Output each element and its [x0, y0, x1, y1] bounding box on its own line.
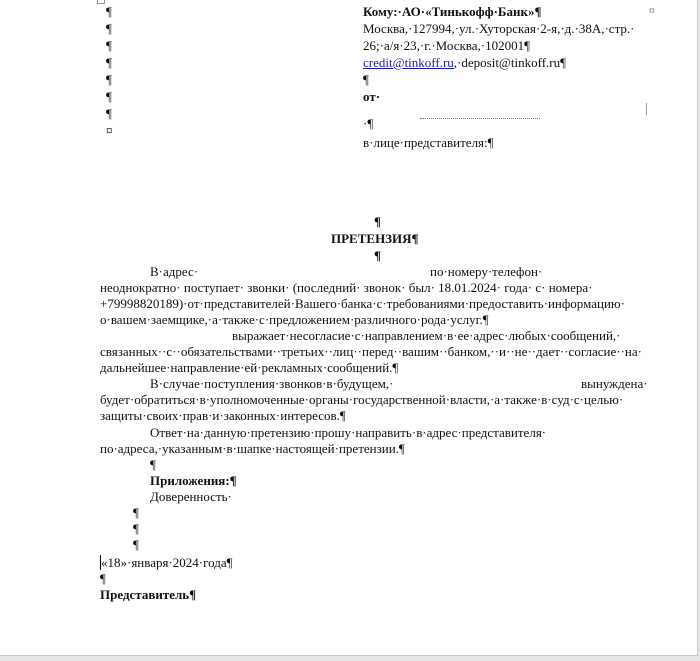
para-mark: ¶: [106, 38, 112, 53]
appendix-item: Доверенность·: [150, 489, 232, 504]
body-text: Ответ·на·данную·претензию·прошу·направить·в·адрес·представителя·: [150, 425, 547, 440]
body-text: защиты·своих·прав·и·законных·интересов.¶: [100, 408, 346, 423]
para-mark: ¶: [133, 521, 139, 536]
para-mark: ¶: [106, 4, 112, 19]
document-title: ПРЕТЕНЗИЯ¶: [331, 231, 419, 246]
redacted-sender-line: [420, 118, 540, 120]
para-mark: ¶: [133, 537, 139, 552]
blank-paragraph: ¶: [363, 72, 369, 87]
body-text: вынуждена·: [581, 376, 648, 391]
para-mark: ¶: [100, 571, 106, 586]
body-text: выражает·несогласие·с·направлением·в·ее·адрес·любых·сообщений,·: [232, 328, 621, 343]
body-text: о·вашем·заемщике,·а·также·с·предложением·различного·рода·услуг.¶: [100, 312, 489, 327]
cell-end-mark: ¤: [649, 5, 655, 17]
appendix-heading: [150, 473, 237, 489]
sender-label: от·: [363, 89, 381, 104]
para-mark: ¶: [106, 72, 112, 87]
para-mark: ¶: [106, 106, 112, 121]
para-mark: ¤: [106, 123, 113, 138]
body-text: по·номеру·телефон·: [430, 264, 543, 279]
email-rest: ,·deposit@tinkoff.ru¶: [453, 55, 567, 70]
para-mark: ¶: [106, 55, 112, 70]
para-mark: ¶: [106, 89, 112, 104]
recipient-label: Кому:·АО·«Тинькофф·Банк»¶: [363, 4, 542, 19]
dot-paragraph: ·¶: [363, 116, 374, 131]
cell-border-fragment: [646, 103, 647, 115]
para-mark: ¶: [150, 457, 156, 472]
email-link[interactable]: credit@tinkoff.ru: [363, 55, 454, 70]
body-text: будет·обратиться·в·уполномоченные·органы·государственной·власти,·а·также·в·суд·с·целью·: [100, 392, 624, 407]
recipient-emails: [363, 55, 566, 71]
para-mark: ¶: [374, 248, 382, 263]
body-text: неоднократно· поступает· звонки· (последний· звонок· был· 18.01.2024· года· с· номера·: [100, 280, 593, 295]
signature-label: Представитель¶: [100, 587, 197, 602]
body-text: связанных··с··обязательствами··третьих··лиц··перед··вашим··банком,··и··не··дает··согласие··на·: [100, 344, 642, 359]
appendix-label: Приложения: [150, 473, 226, 488]
body-text: В·случае·поступления·звонков·в·будущем,·: [150, 376, 394, 391]
para-mark: ¶: [374, 214, 382, 229]
date-line: «18»·января·2024·года¶: [101, 555, 233, 570]
recipient-address-line-1: Москва,·127994,·ул.·Хуторская·2-я,·д.·38А,·стр.·: [363, 21, 635, 36]
para-mark: ¶: [133, 505, 139, 520]
body-text: по·адреса,·указанным·в·шапке·настоящей·претензии.¶: [100, 441, 405, 456]
table-move-handle[interactable]: [97, 0, 105, 4]
body-text: +79998820189)·от·представителей·Вашего·банка·с·требованиями·предоставить·информацию·: [100, 296, 625, 311]
para-mark: ¶: [106, 21, 112, 36]
representative-label: в·лице·представителя:¶: [363, 135, 494, 150]
body-text: дальнейшее·направление·ей·рекламных·сообщений.¶: [100, 360, 399, 375]
appendix-colon: :¶: [225, 473, 237, 488]
recipient-address-line-2: 26;·а/я·23,·г.·Москва,·102001¶: [363, 38, 531, 53]
body-text: В·адрес·: [150, 264, 199, 279]
